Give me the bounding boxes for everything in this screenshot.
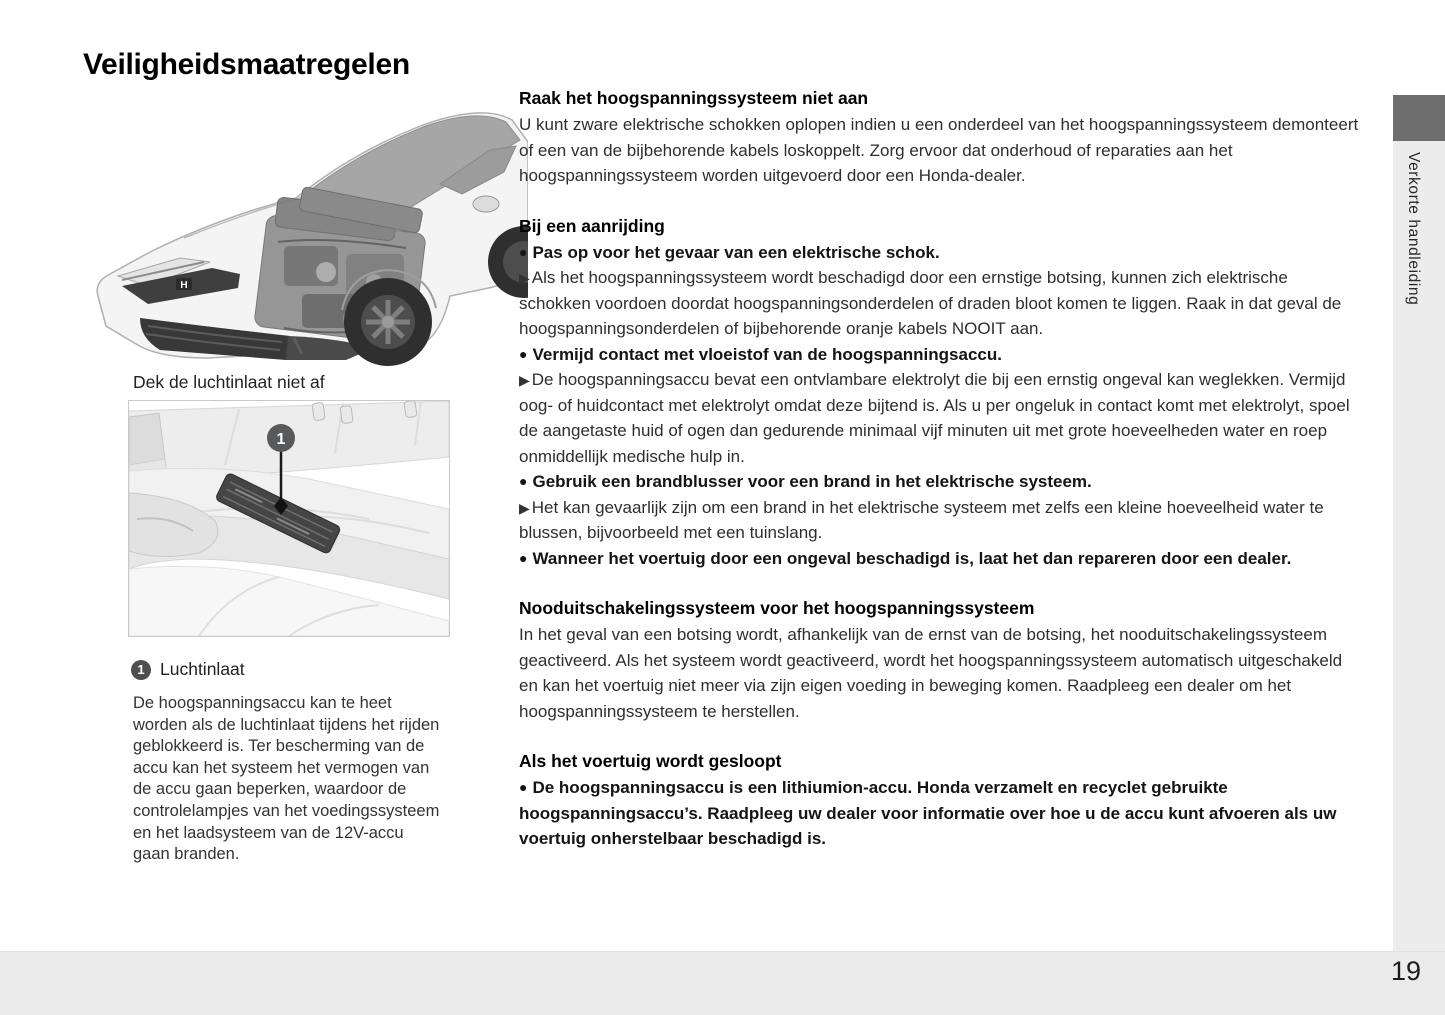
section-heading: Als het voertuig wordt gesloopt bbox=[519, 751, 782, 771]
body-paragraph bbox=[519, 622, 1364, 724]
bullet-icon: ● bbox=[519, 779, 528, 795]
body-paragraph bbox=[519, 112, 1364, 189]
left-note: De hoogspanningsaccu kan te heet worden als de luchtinlaat tijdens het rijden geblokkeerd is. Ter bescherming van de accu kan het systeem het vermogen van de accu gaan beperken, waardoor de controlelampjes van het voedingssysteem en het laadsysteem van de 12V-accu gaan branden. bbox=[133, 694, 440, 864]
block-text: Als het hoogspanningssysteem wordt beschadigd door een ernstige botsing, kunnen zich elektrische schokken voordoen doordat hoogspanningsonderdelen of draden bloot komen te liggen. Raak in dat geval de hoogspanningsonderdelen of bijbehorende oranje kabels NOOIT aan. bbox=[519, 268, 1342, 338]
page-number: 19 bbox=[1391, 956, 1422, 986]
bullet-item bbox=[519, 469, 1364, 495]
page-footer bbox=[0, 951, 1445, 1015]
car-engine-illustration bbox=[88, 86, 528, 378]
chapter-tab-marker bbox=[1393, 95, 1445, 141]
bullet-icon: ● bbox=[519, 243, 528, 260]
bullet-icon: ● bbox=[519, 345, 528, 362]
bullet-icon: ● bbox=[519, 549, 528, 566]
figure-legend bbox=[131, 659, 245, 680]
callout-number: 1 bbox=[276, 431, 286, 448]
air-inlet-illustration bbox=[128, 400, 450, 637]
page-title: Veiligheidsmaatregelen bbox=[83, 48, 410, 81]
section-heading: Bij een aanrijding bbox=[519, 215, 665, 236]
section-heading: Nooduitschakelingssysteem voor het hoogspanningssysteem bbox=[519, 598, 1035, 618]
block-text: Wanneer het voertuig door een ongeval beschadigd is, laat het dan repareren door een dealer. bbox=[532, 548, 1292, 568]
arrow-item bbox=[519, 265, 1364, 342]
block-text: Gebruik een brandblusser voor een brand in het elektrische systeem. bbox=[532, 472, 1092, 491]
arrow-item bbox=[519, 367, 1364, 469]
block-text: Vermijd contact met vloeistof van de hoogspanningsaccu. bbox=[532, 344, 1002, 364]
arrow-icon: ▶ bbox=[519, 372, 530, 388]
legend-label: Luchtinlaat bbox=[160, 659, 245, 679]
svg-text:H: H bbox=[180, 280, 188, 291]
block-text: Het kan gevaarlijk zijn om een brand in het elektrische systeem met zelfs een kleine hoeveelheid water te blussen, bijvoorbeeld met een tuinslang. bbox=[519, 497, 1324, 542]
bullet-item bbox=[519, 775, 1364, 852]
section-heading: Raak het hoogspanningssysteem niet aan bbox=[519, 88, 869, 108]
manual-section bbox=[519, 598, 1364, 724]
figure-caption: Dek de luchtinlaat niet af bbox=[133, 372, 325, 392]
manual-section bbox=[519, 751, 1364, 852]
arrow-icon: ▶ bbox=[519, 499, 530, 516]
manual-section bbox=[519, 88, 1364, 189]
chapter-tab-label: Verkorte handleiding bbox=[1405, 152, 1422, 306]
block-text: Pas op voor het gevaar van een elektrische schok. bbox=[532, 242, 940, 262]
arrow-item bbox=[519, 495, 1364, 546]
bullet-icon: ● bbox=[519, 473, 528, 489]
manual-section bbox=[519, 216, 1364, 572]
block-text: De hoogspanningsaccu is een lithiumion-accu. Honda verzamelt en recyclet gebruikte hoogspanningsaccu’s. Raadpleeg uw dealer voor informatie over hoe u de accu kunt afvoeren als uw voertuig onherstelbaar beschadigd is. bbox=[519, 778, 1337, 848]
bullet-item bbox=[519, 240, 1364, 266]
content-column bbox=[519, 88, 1364, 879]
legend-number-badge: 1 bbox=[131, 660, 151, 680]
arrow-icon: ▶ bbox=[519, 270, 530, 286]
bullet-item bbox=[519, 546, 1364, 572]
block-text: In het geval van een botsing wordt, afhankelijk van de ernst van de botsing, het nooduitschakelingssysteem geactiveerd. Als het systeem wordt geactiveerd, wordt het hoogspanningssysteem automatisch uitgeschakeld en kan het voertuig niet meer via zijn eigen voeding in beweging komen. Raadpleeg een dealer om het hoogspanningssysteem te herstellen. bbox=[519, 625, 1343, 721]
block-text: De hoogspanningsaccu bevat een ontvlambare elektrolyt die bij een ernstig ongeval kan weglekken. Vermijd oog- of huidcontact met elektrolyt omdat deze bijtend is. Als u per ongeluk in contact komt met elektrolyt, spoel de aangetaste huid of ogen dan gedurende minimaal vijf minuten uit met grote hoeveelheden water en roep onmiddellijk medische hulp in. bbox=[519, 370, 1350, 466]
bullet-item bbox=[519, 342, 1364, 368]
block-text: U kunt zware elektrische schokken oplopen indien u een onderdeel van het hoogspanningssysteem demonteert of een van de bijbehorende kabels loskoppelt. Zorg ervoor dat onderhoud of reparaties aan het hoogspanningssysteem worden uitgevoerd door een Honda-dealer. bbox=[519, 115, 1359, 185]
